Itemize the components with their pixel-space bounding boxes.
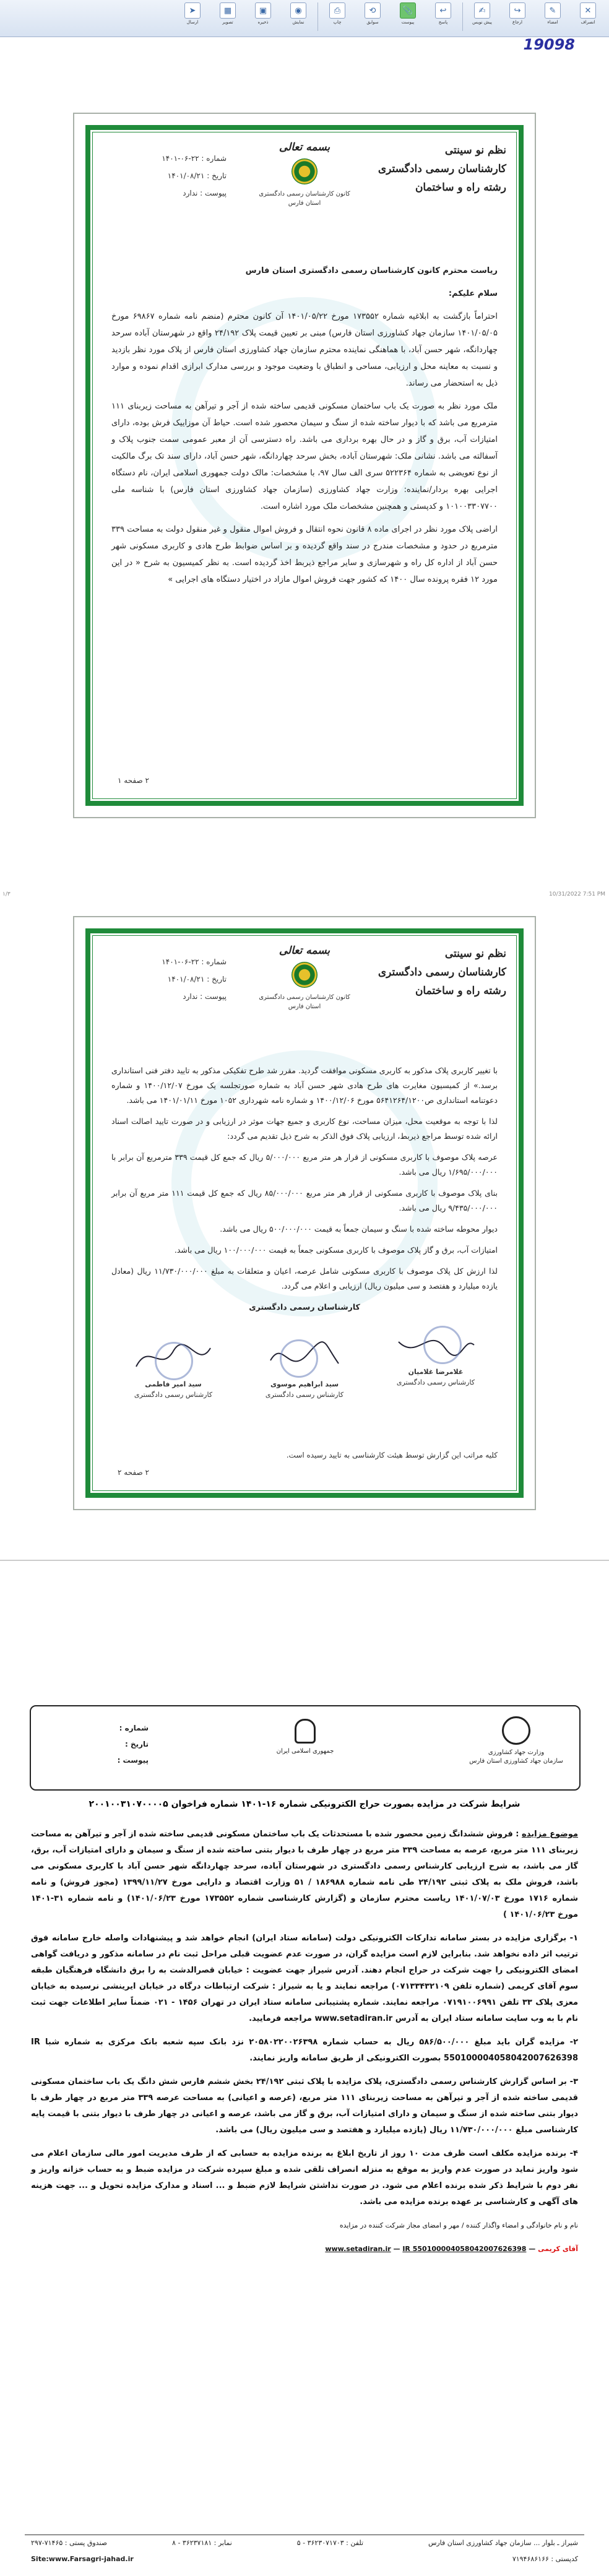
notice-item: ۱- برگزاری مزایده در بستر سامانه تدارکات الکترونیکی دولت (سامانه ستاد ایران) انجام خواهد شد و پیشنهادات واصله خارج سامانه فوق ترتیب اثر داده نخواهد شد. بنابراین لازم است مزایده گران، در صورت عدم عضویت قبلی مراحل ثبت نام در سامانه مذکور و دریافت گواهی امضای الکترونیکی را جهت شرکت در حراج انجام دهند. آدرس شیراز جهت عضویت : خیابان قصرالدشت به را برق دانشگاه فرهنگیان طبقه سوم آقای کریمی (شماره تلفن ۰۷۱۳۳۴۳۲۱۰۹) مراجعه نمایند و یا به شیراز : شرکت ارتباطات درگاه در خیابان ایرینشی نرسیده به خیابان معزی پلاک ۳۳ تلفن ۰۷۱۹۱۰۰۶۹۹۱ مراجعه نمایند. شماره پشتیبانی سامانه ستاد ایران در تهران ۱۴۵۶ - ۰۲۱ ضمناً سایر اطلاعات جهت ثبت نام با به وب سایت سامانه ستاد ایران به آدرس www.setadiran.ir مراجعه فرمایید. — [31, 1934, 578, 2023]
signer-name: غلامرضا غلامیان — [408, 1368, 464, 1376]
sign-icon: ✎ — [545, 2, 561, 19]
toolbar-button-close[interactable] — [572, 2, 604, 33]
toolbar-button-refer[interactable] — [501, 2, 533, 33]
org-line-1: نظم نو سینتی — [444, 144, 506, 157]
footer-fax: نمابر : ۳۶۲۳۷۱۸۱ - ۸ — [172, 2539, 232, 2547]
ministry-logo-icon — [502, 1716, 530, 1745]
item-text: برنده مزایده مکلف است ظرف مدت ۱۰ روز از تاریخ ابلاغ به برنده مزایده به حسابی که از طرف مدیریت امور مالی سازمان اعلام می شود واریز نماید در صورت عدم واریز به موقع به منزله انصراف تلقی شده و مبلغ سپرده شرکت در مزایده ضبط و به حساب خزانه واریز و نفر دوم با شرایط ذکر شده برنده اعلام می شود. در صورت نداشتن شرایط لازم ضبط و ... اسناد و مدارک مزایده تحویل و ... جهت هزینه های آگهی و کارشناسی بر عهده برنده مزایده می باشد. — [31, 2149, 578, 2206]
notice-meta — [56, 1720, 149, 1768]
signer-title: کارشناس رسمی دادگستری — [396, 1378, 475, 1386]
republic-block — [243, 1719, 367, 1756]
signature-block — [124, 1323, 485, 1441]
toolbar-button-label: انصراف — [581, 20, 595, 25]
letter-attachment: پیوست : ندارد — [183, 189, 227, 197]
footer-website[interactable]: Site:www.Farsagri-jahad.ir — [31, 2555, 134, 2563]
valuation-total: لذا ارزش کل پلاک موصوف با کاربری مسکونی شامل عرصه، اعیان و متعلقات به مبلغ ۱۱/۷۳۰/۰۰۰/۰۰۰ ریال (معادل یازده میلیارد و هفتصد و سی میلیون ریال) ارزیابی و اعلام می گردد. — [111, 1266, 498, 1290]
toolbar-button-label: نمایش — [292, 20, 304, 25]
agency-logo-icon — [292, 962, 317, 988]
valuation-item: عرصه پلاک موصوف با کاربری مسکونی از قرار هر متر مربع ۵/۰۰۰/۰۰۰ ریال که جمع کل قیمت ۳۳۹ مترمربع آن برابر با ۱/۶۹۵/۰۰۰/۰۰۰ ریال می باشد. — [111, 1152, 498, 1177]
toolbar-separator — [317, 2, 318, 31]
notice-item: ۳- بر اساس گزارش کارشناس رسمی دادگستری، پلاک مزایده با پلاک ثبتی ۲۴/۱۹۲ بخش ششم فارس شش دانگ یک باب ساختمان مسکونی قدیمی ساخته شده از آجر و تیرآهن به مساحت زیربنای ۱۱۱ متر مربع، (عرصه و اعیانی) به مساحت عرصه ۳۳۹ متر مربع در چهار طرف با دیوار بتنی ساخته شده از سنگ و سیمان و دارای امتیازات آب، برق و گاز می باشد، عرصه و اعیانی در چهار طرف با دیوار بتنی با قیمت پایه کارشناسی مبلغ ۱۱/۷۳۰/۰۰۰/۰۰۰ ریال (یازده میلیارد و هفتصد و سی میلیون ریال) می باشد. — [31, 2077, 579, 2135]
toolbar-button-history[interactable] — [356, 2, 389, 33]
paragraph: اراضی پلاک مورد نظر در اجرای ماده ۸ قانون نحوه انتقال و فروش اموال منقول و غیر منقول دولت به مساحت ۳۳۹ مترمربع در حدود و مشخصات مندرج در سند واقع گردیده و بر اساس ضوابط طرح هادی و کاربری مسکونی شهر حسن آباد از اداره کل راه و شهرسازی و سایر مراجع ذیربط اخذ گردیده است. به نظر کمیسیون به شرح « در این مورد ۱۲ فقره پرونده سال ۱۴۰۰ که کشور جهت فروش اموال مازاد در اختیار دستگاه های اجرایی » — [111, 525, 498, 584]
letter-attachment: پیوست : ندارد — [183, 992, 227, 1001]
letter-header — [103, 944, 506, 1051]
notice-item: ۲- مزایده گران باید مبلغ ۵۸۶/۵۰۰/۰۰۰ ریال به حساب شماره ۲۰۵۸۰۲۲۰۰۲۶۳۹۸ نزد بانک سپه شعبه بانک مرکزی به شماره شبا IR 550100004058042007626398 بصورت الکترونیکی از طریق سامانه واریز نمایند. — [31, 2038, 579, 2063]
letter-page-2 — [73, 916, 536, 1510]
bismillah: بسمه تعالی — [279, 141, 330, 153]
paragraph: احتراماً بازگشت به ابلاغیه شماره ۱۷۳۵۵۲ مورخ ۱۴۰۱/۰۵/۲۲ آن کانون محترم (منضم نامه شماره ۶۹۸۶۷ مورخ ۱۴۰۱/۰۵/۰۵ سازمان جهاد کشاورزی استان فارس) مبنی بر تعیین قیمت پلاک ۲۴/۱۹۲ واقع در شهرستان آباده سرحد چهاردانگه، شهر حسن آباد، با هماهنگی نماینده محترم سازمان جهاد کشاورزی استان فارس از پلاک مورد نظر بازدید و نسبت به معاینه محل و ارزیابی، مساحی و انطباق با وضعیت موجود و بررسی مدارک ابرازی اقدام نموده و موارد ذیل به استحضار می رساند. — [111, 312, 498, 388]
notice-item: ۴- برنده مزایده مکلف است ظرف مدت ۱۰ روز از تاریخ ابلاغ به برنده مزایده به حسابی که از طرف مدیریت امور مالی سازمان اعلام می شود واریز نماید در صورت عدم واریز به موقع به منزله انصراف تلقی شده و مبلغ سپرده شرکت در مزایده ضبط و به حساب خزانه واریز و نفر دوم با شرایط ذکر شده برنده اعلام می شود. در صورت نداشتن شرایط لازم ضبط و ... اسناد و مدارک مزایده تحویل و ... جهت هزینه های آگهی و کارشناسی بر عهده برنده مزایده می باشد. — [31, 2149, 578, 2206]
signer-name: سید ابراهیم موسوی — [270, 1380, 339, 1388]
notice-title: شرایط شرکت در مزایده بصورت حراج الکترونیکی شماره ۱۶-۱۴۰۱ شماره فراخوان ۲۰۰۱۰۰۳۱۰۷۰۰۰۰۵ — [89, 1799, 520, 1809]
agency-line-2: استان فارس — [288, 1003, 321, 1010]
org-line-2: کارشناسان رسمی دادگستری — [378, 966, 506, 979]
agency-logo-icon — [292, 158, 317, 184]
ministry-line-1: وزارت جهاد کشاورزی — [488, 1749, 545, 1756]
notice-header-box — [30, 1705, 581, 1791]
signer-title: کارشناس رسمی دادگستری — [134, 1391, 213, 1399]
toolbar-button-label: ارجاع — [512, 20, 522, 25]
item-number: ۴ — [573, 2149, 578, 2158]
letter-page-1 — [73, 113, 536, 818]
highlighted-name: آقای کریمی — www.setadiran.ir — IR 550100004058042007626398 — [325, 2245, 578, 2253]
view-icon: ◉ — [290, 2, 306, 19]
item-text: بر اساس گزارش کارشناس رسمی دادگستری، پلاک مزایده با پلاک ثبتی ۲۴/۱۹۲ بخش ششم فارس شش دانگ یک باب ساختمان مسکونی قدیمی ساخته شده از آجر و تیرآهن به مساحت زیربنای ۱۱۱ متر مربع، (عرصه و اعیانی) به مساحت عرصه ۳۳۹ متر مربع در چهار طرف با دیوار بتنی ساخته شده از سنگ و سیمان و دارای امتیازات آب، برق و گاز می باشد، عرصه و اعیانی در چهار طرف با دیوار بتنی با قیمت پایه کارشناسی مبلغ ۱۱/۷۳۰/۰۰۰/۰۰۰ ریال (یازده میلیارد و هفتصد و سی میلیون ریال) می باشد. — [31, 2077, 578, 2135]
divider — [0, 1560, 609, 1561]
item-number: ۳ — [573, 2077, 579, 2086]
toolbar-button-label: پاسخ — [438, 20, 448, 25]
toolbar-button-attach[interactable] — [392, 2, 424, 33]
closing: کارشناسان رسمی دادگستری — [249, 1302, 360, 1312]
signature-3 — [386, 1323, 485, 1388]
notice-body — [31, 1826, 578, 2265]
letter-number: شماره : ۲۲-۰۶-۱۴۰۱ — [162, 957, 227, 966]
toolbar-button-reply[interactable] — [427, 2, 459, 33]
toolbar-button-save[interactable] — [247, 2, 279, 33]
item-text: برگزاری مزایده در بستر سامانه تدارکات الکترونیکی دولت (سامانه ستاد ایران) انجام خواهد شد و پیشنهادات واصله خارج سامانه فوق ترتیب اثر داده نخواهد شد. بنابراین لازم است مزایده گران، در صورت عدم عضویت قبلی مراحل ثبت نام در سامانه مذکور و دریافت گواهی امضای الکترونیکی را جهت شرکت در حراج انجام دهند. آدرس شیراز جهت عضویت : خیابان قصرالدشت به را برق دانشگاه فرهنگیان طبقه سوم آقای کریمی (شماره تلفن ۰۷۱۳۳۴۳۲۱۰۹) مراجعه نمایند و یا به شیراز : شرکت ارتباطات درگاه در خیابان ایرینشی نرسیده به خیابان معزی پلاک ۳۳ تلفن ۰۷۱۹۱۰۰۶۹۹۱ مراجعه نمایند. شماره پشتیبانی سامانه ستاد ایران در تهران ۱۴۵۶ - ۰۲۱ ضمناً سایر اطلاعات جهت ثبت نام با به وب سایت سامانه ستاد ایران به آدرس www.setadiran.ir مراجعه فرمایید. — [31, 1934, 578, 2023]
scan-edge-note-right: 10/31/2022 7:51 PM — [549, 891, 605, 897]
toolbar-button-label: ارسال — [186, 20, 199, 25]
notice-footer — [25, 2535, 584, 2572]
meta-number: شماره : — [119, 1724, 149, 1732]
attach-icon: 📎 — [400, 2, 416, 19]
toolbar-button-send[interactable] — [176, 2, 209, 33]
toolbar-button-label: چاپ — [333, 20, 342, 25]
footer-postal-code: کدپستی : ۷۱۹۴۶۸۶۱۶۶ — [512, 2555, 578, 2563]
signer-title: کارشناس رسمی دادگستری — [265, 1391, 344, 1399]
subject-paragraph: موضوع مزایده : فروش ششدانگ زمین محصور شده با مستحدثات یک باب ساختمان مسکونی قدیمی ساخته شده از آجر و تیرآهن به مساحت زیربنای ۱۱۱ متر مربع، عرصه به مساحت ۳۳۹ متر مربع در چهار طرف با دیوار بتنی ساخته شده از سنگ و سیمان و دارای امتیازات آب، برق، گاز می باشد، به شرح ارزیابی کارشناس رسمی دادگستری در شهرستان آباده، سرحد چهاردانگه شهر حسن آباد با کاربری مسکونی می باشد، فروش ملک به پلاک ثبتی ۲۴/۱۹۲ طی نامه شماره ۱۸۶۹۸۸ / ۵۱ وزارت اقتصاد و دارایی مورخ ۱۳۹۹/۱۱/۲۷ (مجوز فروش) و نامه شماره ۱۷۱۶ مورخ ۱۴۰۱/۰۷/۰۳ ریاست محترم سازمان و (گزارش کارشناسی شماره ۱۷۳۵۵۲ مورخ ۱۴۰۱/۰۶/۲۳) و نامه شماره ۳۱-۱۴۰۱ مورخ ۱۴۰۱/۰۶/۲۳ ) — [31, 1830, 578, 1919]
history-icon: ⟲ — [365, 2, 381, 19]
signature-2 — [255, 1336, 354, 1400]
auction-notice — [12, 1705, 597, 2572]
letter-meta — [103, 150, 227, 202]
toolbar-button-label: پیش نویس — [472, 20, 492, 25]
agency-line-1: کانون کارشناسان رسمی دادگستری — [259, 994, 350, 1001]
salutation: سلام علیکم: — [448, 289, 498, 298]
highlighted-contact: آقای کریمی — [538, 2245, 578, 2253]
toolbar-button-image[interactable] — [212, 2, 244, 33]
org-line-2: کارشناسان رسمی دادگستری — [378, 163, 506, 175]
national-emblem-icon — [295, 1719, 316, 1744]
scan-edge-note-left: ۱/۳ — [2, 891, 11, 897]
item-number: ۲ — [573, 2038, 579, 2047]
paragraph: با تغییر کاربری پلاک مذکور به کاربری مسکونی موافقت گردید. مقرر شد طرح تفکیکی مذکور به تایید دفتر فنی استانداری برسد.» از کمیسیون مغایرت های طرح هادی شهر حسن آباد به شماره صورتجلسه یک مورخ ۱۴۰۰/۱۲/۰۷ و شماره دعوتنامه استانداری ص۵۶۴۱۲۶۴/۱۲۰۰ مورخ ۱۴۰۰/۱۲/۰۶ و شماره نامه شهرداری ۱۰۵۲ مورخ ۱۴۰۱/۰۱/۱۱ می باشد. — [111, 1066, 498, 1105]
republic-line: جمهوری اسلامی ایران — [276, 1748, 334, 1755]
ministry-block — [467, 1716, 566, 1766]
subject-text: فروش ششدانگ زمین محصور شده با مستحدثات یک باب ساختمان مسکونی قدیمی ساخته شده از آجر و تیرآهن به مساحت زیربنای ۱۱۱ متر مربع، عرصه به مساحت ۳۳۹ متر مربع در چهار طرف با دیوار بتنی ساخته شده از سنگ و سیمان و دارای امتیازات آب، برق، گاز می باشد، به شرح ارزیابی کارشناس رسمی دادگستری در شهرستان آباده، سرحد چهاردانگه شهر حسن آباد با کاربری مسکونی می باشد، فروش ملک به پلاک ثبتی ۲۴/۱۹۲ طی نامه شماره ۱۸۶۹۸۸ / ۵۱ وزارت اقتصاد و دارایی مورخ ۱۳۹۹/۱۱/۲۷ (مجوز فروش) و نامه شماره ۱۷۱۶ مورخ ۱۴۰۱/۰۷/۰۳ ریاست محترم سازمان و (گزارش کارشناسی شماره ۱۷۳۵۵۲ مورخ ۱۴۰۱/۰۶/۲۳) و نامه شماره ۳۱-۱۴۰۱ مورخ ۱۴۰۱/۰۶/۲۳ ) — [31, 1830, 578, 1919]
footnote: کلیه مراتب این گزارش توسط هیئت کارشناسی به تایید رسیده است. — [286, 1451, 498, 1459]
recipient: ریاست محترم کانون کارشناسان رسمی دادگستری استان فارس — [245, 266, 498, 275]
toolbar-button-sign[interactable] — [537, 2, 569, 33]
toolbar-button-print[interactable] — [321, 2, 353, 33]
letter-date: تاریخ : ۱۴۰۱/۰۸/۲۱ — [167, 975, 227, 983]
letter-number: شماره : ۲۲-۰۶-۱۴۰۱ — [162, 154, 227, 163]
refer-icon: ↪ — [509, 2, 525, 19]
save-icon: ▣ — [255, 2, 271, 19]
send-icon: ➤ — [184, 2, 201, 19]
org-line-1: نظم نو سینتی — [444, 948, 506, 960]
toolbar-separator — [462, 2, 463, 31]
toolbar-button-label: پیوست — [401, 20, 415, 25]
letter-date: تاریخ : ۱۴۰۱/۰۸/۲۱ — [167, 171, 227, 180]
paragraph: لذا با توجه به موقعیت محل، میزان مساحت، نوع کاربری و جمیع جهات موثر در ارزیابی و در صورت تایید اصالت اسناد ارائه شده توسط مراجع ذیربط، ارزیابی پلاک فوق الذکر به شرح ذیل تقدیم می گردد: — [111, 1117, 498, 1141]
valuation-item: بنای پلاک موصوف با کاربری مسکونی از قرار هر متر مربع ۸۵/۰۰۰/۰۰۰ ریال که جمع کل قیمت ۱۱۱ متر مربع آن برابر ۹/۴۳۵/۰۰۰/۰۰۰ ریال می باشد. — [111, 1188, 498, 1212]
handwritten-document-number: 19098 — [523, 36, 575, 53]
notice-closing: نام و نام خانوادگی و امضاء واگذار کننده / مهر و امضای مجاز شرکت کننده در مزایده — [339, 2221, 578, 2229]
reply-icon: ↩ — [435, 2, 451, 19]
org-line-3: رشته راه و ساختمان — [415, 985, 506, 997]
meta-attachment: پیوست : — [117, 1756, 149, 1765]
emblem-block — [230, 141, 379, 208]
item-number: ۱ — [573, 1934, 578, 1943]
close-icon: ✕ — [580, 2, 596, 19]
footer-address: شیراز ـ بلوار ... سازمان جهاد کشاورزی استان فارس — [428, 2539, 578, 2547]
page-number: ۲ صفحه ۲ — [118, 1468, 149, 1477]
draft-icon: ✍ — [474, 2, 490, 19]
toolbar-button-label: ذخیره — [257, 20, 269, 25]
paragraph: ملک مورد نظر به صورت یک باب ساختمان مسکونی قدیمی ساخته شده از آجر و تیرآهن به مساحت زیربنای ۱۱۱ مترمربع می باشد که با دیوار ساخته شده از سنگ و سیمان محصور شده است. حیاط آن موزاییک فرش بوده، دارای امتیازات آب، برق و گاز و در حال بهره برداری می باشد. راه دسترسی آن از معبر عمومی سمت جنوب پلاک و آسفالته می باشد. نشانی ملک: شهرستان آباده، بخش سرحد چهاردانگه، شهر حسن آباد، دارای سند تک برگ مالکیت از نوع تعویضی به شماره ۵۲۲۳۶۴ سری الف سال ۹۷، با مشخصات: مالک دولت جمهوری اسلامی ایران، نام دستگاه اجرایی بهره بردار/نماینده: وزارت جهاد کشاورزی (سازمان جهاد کشاورزی استان فارس) با شناسه ملی ۱۰۱۰۰۳۳۰۷۷۰۰ و کدپستی و همچنین مشخصات ملک مورد اشاره است. — [111, 402, 498, 511]
meta-date: تاریخ : — [124, 1740, 149, 1748]
page-number: ۲ صفحه ۱ — [118, 776, 149, 785]
signer-name: سید امیر فاطمی — [145, 1380, 202, 1388]
setad-link[interactable]: www.setadiran.ir — [325, 2245, 391, 2253]
org-line-3: رشته راه و ساختمان — [415, 181, 506, 194]
subject-label: موضوع مزایده — [522, 1830, 578, 1839]
letter-meta — [103, 953, 227, 1005]
letter-body — [111, 1063, 498, 1321]
signature-1 — [124, 1336, 223, 1400]
app-toolbar — [0, 0, 609, 37]
agency-line-2: استان فارس — [288, 200, 321, 207]
bismillah: بسمه تعالی — [279, 944, 330, 957]
toolbar-button-draft[interactable] — [466, 2, 498, 33]
toolbar-button-view[interactable] — [282, 2, 314, 33]
toolbar-button-label: تصویر — [222, 20, 233, 25]
toolbar-button-label: امضاء — [547, 20, 558, 25]
valuation-item: دیوار محوطه ساخته شده با سنگ و سیمان جمعاً به قیمت ۵۰۰/۰۰۰/۰۰۰ ریال می باشد. — [220, 1224, 498, 1234]
toolbar-button-label: سوابق — [366, 20, 379, 25]
emblem-block — [230, 944, 379, 1011]
ministry-line-2: سازمان جهاد کشاورزی استان فارس — [469, 1758, 563, 1765]
letter-header — [103, 141, 506, 248]
image-icon: ▦ — [220, 2, 236, 19]
iban: IR 550100004058042007626398 — [402, 2245, 527, 2253]
footer-pobox: صندوق پستی : ۷۱۴۶۵-۲۹۷ — [31, 2539, 108, 2547]
valuation-item: امتیازات آب، برق و گاز پلاک موصوف با کاربری مسکونی جمعاً به قیمت ۱۰۰/۰۰۰/۰۰۰ ریال می باشد. — [174, 1245, 498, 1255]
letter-body — [111, 262, 498, 594]
agency-line-1: کانون کارشناسان رسمی دادگستری — [259, 191, 350, 197]
print-icon: ⎙ — [329, 2, 345, 19]
item-text: مزایده گران باید مبلغ ۵۸۶/۵۰۰/۰۰۰ ریال به حساب شماره ۲۰۵۸۰۲۲۰۰۲۶۳۹۸ نزد بانک سپه شعبه بانک مرکزی به شماره شبا IR 550100004058042007626398 بصورت الکترونیکی از طریق سامانه واریز نمایند. — [31, 2038, 578, 2063]
footer-phone: تلفن : ۳۶۲۳۰۷۱۷۰۳ - ۵ — [296, 2539, 364, 2547]
